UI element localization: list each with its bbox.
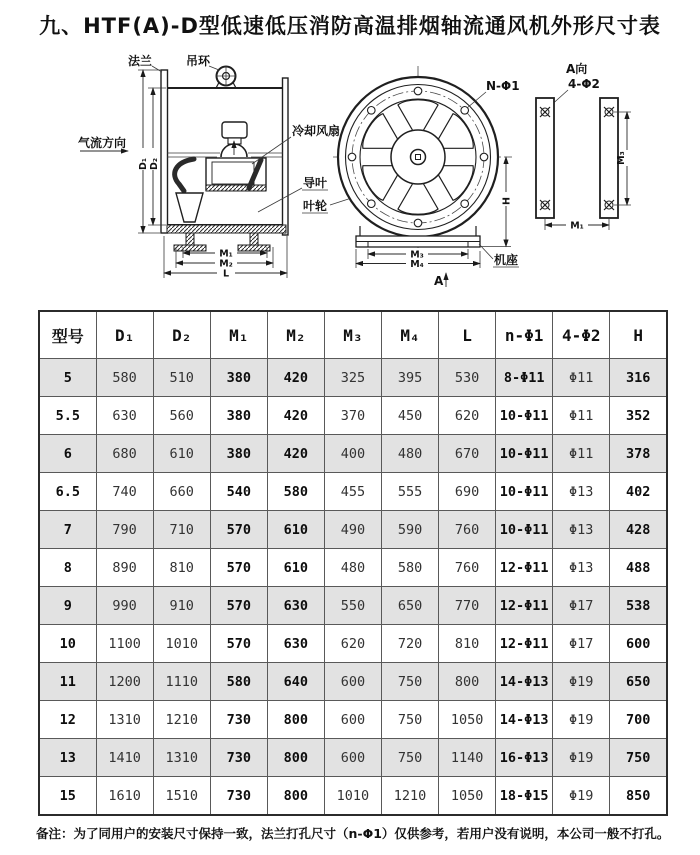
footnote: 备注：为了同用户的安装尺寸保持一致，法兰打孔尺寸（n-Φ1）仅供参考，若用户没有说明，本公司一般不打孔。 bbox=[36, 826, 670, 841]
value-cell: 1100 bbox=[96, 625, 153, 663]
value-cell: 490 bbox=[324, 511, 381, 549]
model-cell: 6.5 bbox=[39, 473, 96, 511]
value-cell: 555 bbox=[381, 473, 438, 511]
value-cell: 420 bbox=[267, 397, 324, 435]
value-cell: 1210 bbox=[381, 777, 438, 816]
side-view bbox=[78, 53, 370, 280]
table-row bbox=[39, 359, 667, 397]
value-cell: 760 bbox=[439, 549, 496, 587]
table-row bbox=[39, 663, 667, 701]
cooling-fan-label: 冷却风扇 bbox=[292, 124, 341, 138]
table-row bbox=[39, 587, 667, 625]
value-cell: 380 bbox=[210, 435, 267, 473]
model-cell: 11 bbox=[39, 663, 96, 701]
value-cell: 420 bbox=[267, 435, 324, 473]
value-cell: 850 bbox=[610, 777, 667, 816]
value-cell: Φ11 bbox=[553, 359, 610, 397]
dim-m3-label: M₃ bbox=[410, 249, 424, 261]
value-cell: 402 bbox=[610, 473, 667, 511]
table-row bbox=[39, 625, 667, 663]
column-header: 型号 bbox=[39, 311, 96, 359]
value-cell: 910 bbox=[153, 587, 210, 625]
value-cell: 380 bbox=[210, 397, 267, 435]
value-cell: 538 bbox=[610, 587, 667, 625]
dim-d1-label: D₁ bbox=[138, 157, 149, 171]
flange-label: 法兰 bbox=[128, 54, 153, 68]
value-cell: 8-Φ11 bbox=[496, 359, 553, 397]
value-cell: 1010 bbox=[324, 777, 381, 816]
value-cell: 610 bbox=[267, 511, 324, 549]
value-cell: 540 bbox=[210, 473, 267, 511]
column-header: M₂ bbox=[267, 311, 324, 359]
value-cell: 730 bbox=[210, 701, 267, 739]
value-cell: 560 bbox=[153, 397, 210, 435]
column-header: H bbox=[610, 311, 667, 359]
a-view bbox=[536, 61, 631, 232]
value-cell: 730 bbox=[210, 739, 267, 777]
value-cell: 750 bbox=[381, 663, 438, 701]
value-cell: 750 bbox=[381, 739, 438, 777]
dim-m1-label: M₁ bbox=[219, 248, 233, 260]
value-cell: 800 bbox=[439, 663, 496, 701]
value-cell: 630 bbox=[96, 397, 153, 435]
front-view bbox=[333, 66, 520, 288]
value-cell: 480 bbox=[381, 435, 438, 473]
value-cell: 810 bbox=[153, 549, 210, 587]
table-row bbox=[39, 511, 667, 549]
column-header: L bbox=[439, 311, 496, 359]
value-cell: 1510 bbox=[153, 777, 210, 816]
model-cell: 5 bbox=[39, 359, 96, 397]
model-cell: 9 bbox=[39, 587, 96, 625]
value-cell: 1050 bbox=[439, 701, 496, 739]
value-cell: 720 bbox=[381, 625, 438, 663]
value-cell: 890 bbox=[96, 549, 153, 587]
value-cell: 760 bbox=[439, 511, 496, 549]
n-phi1-label: N-Φ1 bbox=[486, 79, 520, 93]
value-cell: 570 bbox=[210, 587, 267, 625]
value-cell: 12-Φ11 bbox=[496, 625, 553, 663]
value-cell: 530 bbox=[439, 359, 496, 397]
value-cell: 12-Φ11 bbox=[496, 587, 553, 625]
value-cell: 590 bbox=[381, 511, 438, 549]
dim-m2-label: M₂ bbox=[219, 258, 233, 270]
outlet-flange bbox=[283, 78, 289, 235]
page-title: 九、HTF(A)-D型低速低压消防高温排烟轴流通风机外形尺寸表 bbox=[39, 14, 661, 38]
table-row bbox=[39, 549, 667, 587]
column-header: M₃ bbox=[324, 311, 381, 359]
table-row bbox=[39, 473, 667, 511]
value-cell: 620 bbox=[439, 397, 496, 435]
model-cell: 12 bbox=[39, 701, 96, 739]
value-cell: Φ17 bbox=[553, 625, 610, 663]
value-cell: 610 bbox=[153, 435, 210, 473]
value-cell: 316 bbox=[610, 359, 667, 397]
value-cell: 395 bbox=[381, 359, 438, 397]
value-cell: Φ19 bbox=[553, 777, 610, 816]
value-cell: 1110 bbox=[153, 663, 210, 701]
table-row bbox=[39, 739, 667, 777]
value-cell: 680 bbox=[96, 435, 153, 473]
value-cell: 455 bbox=[324, 473, 381, 511]
value-cell: 630 bbox=[267, 625, 324, 663]
header-row bbox=[39, 311, 667, 359]
table-row bbox=[39, 701, 667, 739]
value-cell: 10-Φ11 bbox=[496, 511, 553, 549]
value-cell: 1200 bbox=[96, 663, 153, 701]
value-cell: 16-Φ13 bbox=[496, 739, 553, 777]
value-cell: 18-Φ15 bbox=[496, 777, 553, 816]
value-cell: 600 bbox=[324, 739, 381, 777]
value-cell: 770 bbox=[439, 587, 496, 625]
value-cell: 510 bbox=[153, 359, 210, 397]
value-cell: 550 bbox=[324, 587, 381, 625]
dim-d2-label: D₂ bbox=[149, 157, 160, 171]
dim-l-label: L bbox=[222, 268, 230, 280]
value-cell: 378 bbox=[610, 435, 667, 473]
value-cell: 690 bbox=[439, 473, 496, 511]
value-cell: 990 bbox=[96, 587, 153, 625]
value-cell: 800 bbox=[267, 701, 324, 739]
m3-m4-dimensions bbox=[356, 249, 480, 270]
value-cell: 488 bbox=[610, 549, 667, 587]
value-cell: 10-Φ11 bbox=[496, 435, 553, 473]
a-view-title: A向 bbox=[566, 62, 588, 76]
value-cell: 420 bbox=[267, 359, 324, 397]
model-cell: 7 bbox=[39, 511, 96, 549]
value-cell: 630 bbox=[267, 587, 324, 625]
view-a-label: A bbox=[434, 274, 444, 288]
value-cell: Φ13 bbox=[553, 549, 610, 587]
value-cell: 1310 bbox=[96, 701, 153, 739]
airflow-label: 气流方向 bbox=[78, 136, 127, 150]
value-cell: 450 bbox=[381, 397, 438, 435]
value-cell: Φ11 bbox=[553, 397, 610, 435]
value-cell: 12-Φ11 bbox=[496, 549, 553, 587]
value-cell: 1050 bbox=[439, 777, 496, 816]
value-cell: 650 bbox=[381, 587, 438, 625]
lifting-ring-icon bbox=[216, 66, 236, 88]
value-cell: 580 bbox=[267, 473, 324, 511]
value-cell: 1010 bbox=[153, 625, 210, 663]
value-cell: Φ11 bbox=[553, 435, 610, 473]
value-cell: 352 bbox=[610, 397, 667, 435]
value-cell: 600 bbox=[610, 625, 667, 663]
value-cell: 660 bbox=[153, 473, 210, 511]
value-cell: 570 bbox=[210, 511, 267, 549]
value-cell: 740 bbox=[96, 473, 153, 511]
a-view-dim-m1-label: M₁ bbox=[570, 220, 584, 232]
value-cell: 640 bbox=[267, 663, 324, 701]
value-cell: Φ19 bbox=[553, 701, 610, 739]
value-cell: 750 bbox=[610, 739, 667, 777]
a-view-m1-dimension bbox=[545, 218, 609, 232]
column-header: n-Φ1 bbox=[496, 311, 553, 359]
model-cell: 6 bbox=[39, 435, 96, 473]
value-cell: 610 bbox=[267, 549, 324, 587]
technical-drawing bbox=[0, 0, 700, 305]
value-cell: 14-Φ13 bbox=[496, 701, 553, 739]
model-cell: 15 bbox=[39, 777, 96, 816]
value-cell: 620 bbox=[324, 625, 381, 663]
value-cell: 400 bbox=[324, 435, 381, 473]
dim-h-label: H bbox=[501, 197, 513, 205]
column-header: 4-Φ2 bbox=[553, 311, 610, 359]
inlet-flange bbox=[161, 70, 168, 233]
value-cell: 14-Φ13 bbox=[496, 663, 553, 701]
value-cell: 10-Φ11 bbox=[496, 397, 553, 435]
value-cell: 700 bbox=[610, 701, 667, 739]
casing-bottom bbox=[167, 225, 286, 233]
value-cell: 800 bbox=[267, 739, 324, 777]
dimension-table bbox=[38, 310, 668, 816]
value-cell: 325 bbox=[324, 359, 381, 397]
table-row bbox=[39, 777, 667, 816]
value-cell: 1140 bbox=[439, 739, 496, 777]
value-cell: 750 bbox=[381, 701, 438, 739]
value-cell: 580 bbox=[210, 663, 267, 701]
value-cell: 380 bbox=[210, 359, 267, 397]
lifting-ring-label: 吊环 bbox=[186, 54, 211, 68]
value-cell: 810 bbox=[439, 625, 496, 663]
column-header: D₂ bbox=[153, 311, 210, 359]
table-row bbox=[39, 435, 667, 473]
column-header: M₄ bbox=[381, 311, 438, 359]
value-cell: 428 bbox=[610, 511, 667, 549]
column-header: D₁ bbox=[96, 311, 153, 359]
model-cell: 8 bbox=[39, 549, 96, 587]
value-cell: Φ17 bbox=[553, 587, 610, 625]
value-cell: 1610 bbox=[96, 777, 153, 816]
length-dimensions bbox=[164, 236, 287, 280]
base-label: 机座 bbox=[494, 253, 519, 267]
value-cell: Φ13 bbox=[553, 511, 610, 549]
value-cell: 570 bbox=[210, 549, 267, 587]
value-cell: 650 bbox=[610, 663, 667, 701]
value-cell: 1210 bbox=[153, 701, 210, 739]
value-cell: 730 bbox=[210, 777, 267, 816]
value-cell: Φ19 bbox=[553, 663, 610, 701]
value-cell: 600 bbox=[324, 663, 381, 701]
value-cell: 580 bbox=[381, 549, 438, 587]
value-cell: 710 bbox=[153, 511, 210, 549]
value-cell: 580 bbox=[96, 359, 153, 397]
value-cell: 600 bbox=[324, 701, 381, 739]
value-cell: 790 bbox=[96, 511, 153, 549]
value-cell: 480 bbox=[324, 549, 381, 587]
value-cell: 1410 bbox=[96, 739, 153, 777]
four-phi2-label: 4-Φ2 bbox=[568, 77, 600, 91]
model-cell: 5.5 bbox=[39, 397, 96, 435]
guide-vane-label: 导叶 bbox=[303, 176, 328, 190]
value-cell: Φ19 bbox=[553, 739, 610, 777]
value-cell: 1310 bbox=[153, 739, 210, 777]
impeller-label: 叶轮 bbox=[303, 199, 328, 213]
value-cell: 370 bbox=[324, 397, 381, 435]
column-header: M₁ bbox=[210, 311, 267, 359]
value-cell: 670 bbox=[439, 435, 496, 473]
model-cell: 10 bbox=[39, 625, 96, 663]
value-cell: 800 bbox=[267, 777, 324, 816]
value-cell: 570 bbox=[210, 625, 267, 663]
table-header bbox=[39, 311, 667, 359]
value-cell: 10-Φ11 bbox=[496, 473, 553, 511]
value-cell: Φ13 bbox=[553, 473, 610, 511]
model-cell: 13 bbox=[39, 739, 96, 777]
dim-m4-label: M₄ bbox=[410, 259, 424, 270]
table-row bbox=[39, 397, 667, 435]
a-view-dim-m3-label: M₃ bbox=[616, 151, 627, 165]
